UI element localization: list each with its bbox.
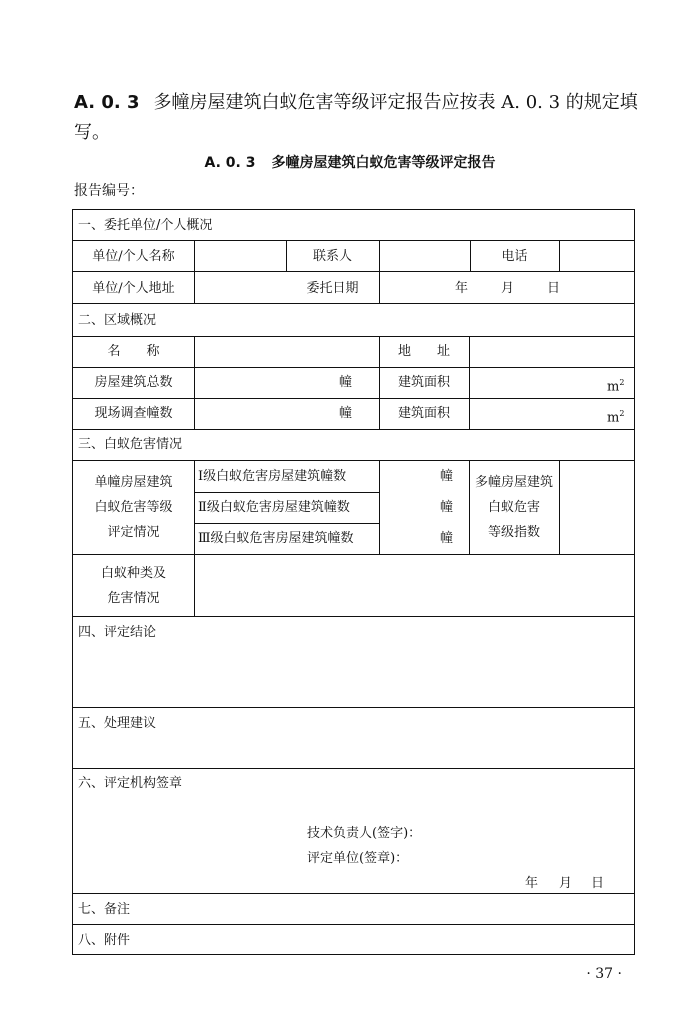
row-line: [73, 924, 634, 925]
unit-address-label: 单位/个人地址: [92, 281, 175, 296]
col-line: [194, 460, 195, 617]
row-line: [194, 523, 379, 524]
row-line: [73, 398, 634, 399]
single-eval-label-line3: 评定情况: [107, 525, 160, 540]
termite-species-label-line2: 危害情况: [107, 591, 160, 606]
phone-label: 电话: [501, 249, 528, 264]
section-2-title: 二、区域概况: [78, 313, 157, 328]
sign-date-month: 月: [559, 876, 573, 891]
col-line: [559, 460, 560, 554]
sign-date-day: 日: [591, 876, 605, 891]
row-line: [73, 707, 634, 708]
row-line: [73, 240, 634, 241]
row-line: [73, 367, 634, 368]
level3-buildings-label: Ⅲ级白蚁危害房屋建筑幢数: [198, 531, 354, 546]
damage-index-label-line2: 白蚁危害: [487, 500, 540, 515]
surveyed-buildings-label: 现场调查幢数: [94, 406, 173, 421]
clause-paragraph: [74, 88, 640, 148]
tech-lead-signature-label: 技术负责人(签字)：: [307, 826, 422, 841]
level2-buildings-unit: 幢: [440, 500, 454, 515]
contact-label: 联系人: [312, 249, 352, 264]
section-5-title: 五、处理建议: [78, 716, 157, 731]
entrust-date-month: 月: [501, 281, 515, 296]
table-title-text: 多幢房屋建筑白蚁危害等级评定报告: [271, 155, 496, 171]
damage-index-label-line1: 多幢房屋建筑: [474, 475, 553, 490]
row-line: [73, 460, 634, 461]
report-form-table: [72, 209, 635, 955]
area-unit-base: m: [607, 410, 620, 426]
col-line: [379, 240, 380, 304]
row-line: [73, 554, 634, 555]
total-buildings-unit: 幢: [339, 375, 353, 390]
surveyed-buildings-unit: 幢: [339, 406, 353, 421]
row-line: [194, 492, 379, 493]
row-line: [73, 616, 634, 617]
level2-buildings-label: Ⅱ级白蚁危害房屋建筑幢数: [198, 500, 350, 515]
row-line: [73, 429, 634, 430]
clause-number: A. 0. 3: [74, 92, 140, 113]
single-eval-label-line1: 单幢房屋建筑: [94, 475, 173, 490]
entrust-date-day: 日: [547, 281, 561, 296]
surveyed-area-label: 建筑面积: [397, 406, 450, 421]
total-buildings-label: 房屋建筑总数: [94, 375, 173, 390]
entrust-date-label: 委托日期: [306, 281, 359, 296]
entrust-date-year: 年: [455, 281, 469, 296]
col-line: [194, 336, 195, 429]
single-eval-label-line2: 白蚁危害等级: [94, 500, 173, 515]
area-address-label: 地 址: [397, 344, 450, 359]
clause-text: 多幢房屋建筑白蚁危害等级评定报告应按表 A. 0. 3 的规定填写。: [74, 92, 638, 143]
level3-buildings-unit: 幢: [440, 531, 454, 546]
table-number: A. 0. 3: [204, 155, 256, 171]
section-4-title: 四、评定结论: [78, 625, 157, 640]
row-line: [73, 336, 634, 337]
total-area-label: 建筑面积: [397, 375, 450, 390]
page-number: · 37 ·: [586, 966, 622, 982]
col-line: [379, 460, 380, 554]
total-area-unit: [607, 375, 624, 395]
area-name-label: 名 称: [107, 344, 160, 359]
area-unit-base: m: [607, 379, 620, 395]
row-line: [73, 768, 634, 769]
row-line: [73, 303, 634, 304]
col-line: [194, 240, 195, 304]
col-line: [559, 240, 560, 272]
section-3-title: 三、白蚁危害情况: [78, 437, 183, 452]
section-7-title: 七、备注: [78, 902, 131, 917]
row-line: [73, 893, 634, 894]
eval-unit-seal-label: 评定单位(签章)：: [307, 851, 409, 866]
area-unit-exponent: 2: [619, 409, 625, 418]
level1-buildings-label: Ⅰ级白蚁危害房屋建筑幢数: [198, 469, 347, 484]
area-unit-exponent: 2: [619, 378, 625, 387]
termite-species-label-line1: 白蚁种类及: [100, 566, 166, 581]
section-1-title: 一、委托单位/个人概况: [78, 218, 213, 233]
level1-buildings-unit: 幢: [440, 469, 454, 484]
row-line: [73, 271, 634, 272]
damage-index-label-line3: 等级指数: [487, 525, 540, 540]
section-6-title: 六、评定机构签章: [78, 776, 183, 791]
col-line: [469, 336, 470, 429]
sign-date-year: 年: [525, 876, 539, 891]
section-8-title: 八、附件: [78, 933, 131, 948]
report-number-label: 报告编号：: [74, 183, 144, 199]
unit-name-label: 单位/个人名称: [92, 249, 175, 264]
surveyed-area-unit: [607, 406, 624, 426]
table-title: [0, 152, 700, 172]
